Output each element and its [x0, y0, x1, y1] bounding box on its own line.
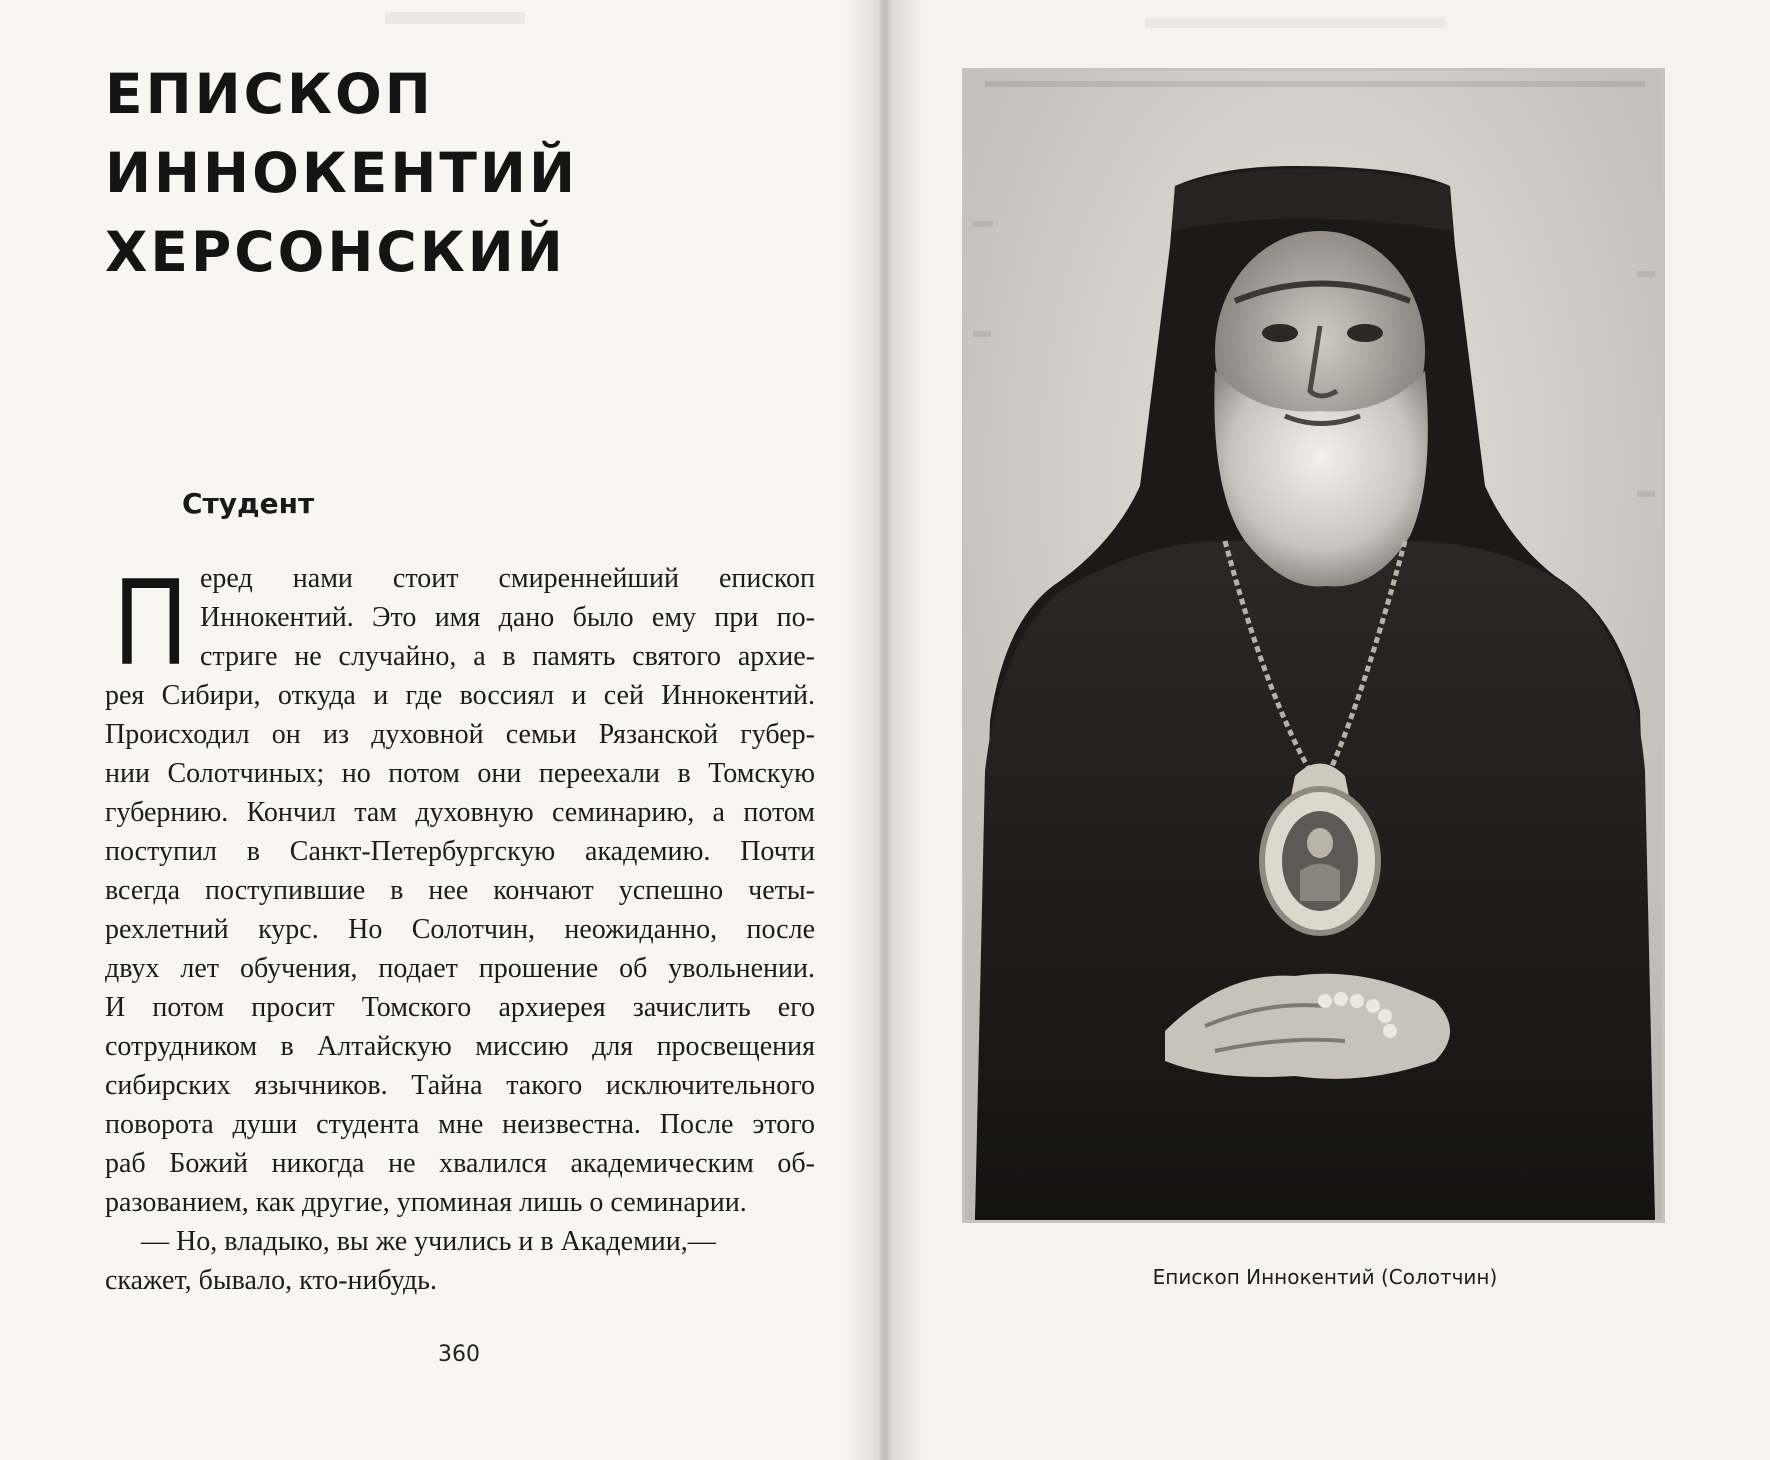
text-line: поворота души студента мне неизвестна. После этого	[105, 1109, 815, 1140]
text-line: сотрудником в Алтайскую миссию для просвещения	[105, 1031, 815, 1062]
page-number: 360	[438, 1342, 480, 1367]
bleed-through-header	[1145, 18, 1445, 28]
drop-cap: П	[114, 553, 188, 691]
text-line: стриге не случайно, а в память святого архие-	[200, 641, 815, 672]
photo-caption: Епископ Иннокентий (Солотчин)	[1152, 1265, 1498, 1289]
chapter-title	[105, 55, 825, 292]
dialogue-line: — Но, владыко, вы же учились и в Академии,—	[141, 1226, 716, 1257]
text-line: Происходил он из духовной семьи Рязанской губер-	[105, 719, 815, 750]
left-eye	[1262, 324, 1298, 342]
text-line: раб Божий никогда не хвалился академическим об-	[105, 1148, 815, 1179]
text-line: сибирских язычников. Тайна такого исключительного	[105, 1070, 815, 1101]
paragraph-body	[105, 676, 815, 1222]
text-line: еред нами стоит смиреннейший епископ	[200, 563, 815, 594]
text-line: рехлетний курс. Но Солотчин, неожиданно, после	[105, 914, 815, 945]
text-line: И потом просит Томского архиерея зачислить его	[105, 992, 815, 1023]
text-line: рея Сибири, откуда и где воссиял и сей Иннокентий.	[105, 680, 815, 711]
dialogue-line: скажет, бывало, кто-нибудь.	[105, 1265, 437, 1296]
right-eye	[1347, 324, 1383, 342]
book-gutter	[845, 0, 925, 1460]
text-line: губернию. Кончил там духовную семинарию, а потом	[105, 797, 815, 828]
chapter-title-line: ХЕРСОНСКИЙ	[105, 220, 566, 284]
bishop-portrait-photo	[965, 71, 1662, 1220]
section-heading: Студент	[182, 487, 315, 520]
text-line: всегда поступившие в нее кончают успешно четы-	[105, 875, 815, 906]
text-line: нии Солотчиных; но потом они переехали в Томскую	[105, 758, 815, 789]
text-line: Иннокентий. Это имя дано было ему при по-	[200, 602, 815, 633]
text-line: поступил в Санкт-Петербургскую академию. Почти	[105, 836, 815, 867]
portrait-photo-frame	[962, 68, 1665, 1223]
text-line: двух лет обучения, подает прошение об увольнении.	[105, 953, 815, 984]
chapter-title-line: ЕПИСКОП ИННОКЕНТИЙ	[105, 62, 578, 205]
dialogue	[105, 1222, 815, 1300]
text-line: разованием, как другие, упоминая лишь о семинарии.	[105, 1187, 747, 1218]
left-page	[0, 0, 880, 1460]
bleed-through-header	[385, 12, 525, 24]
paragraph-indented	[200, 559, 815, 676]
